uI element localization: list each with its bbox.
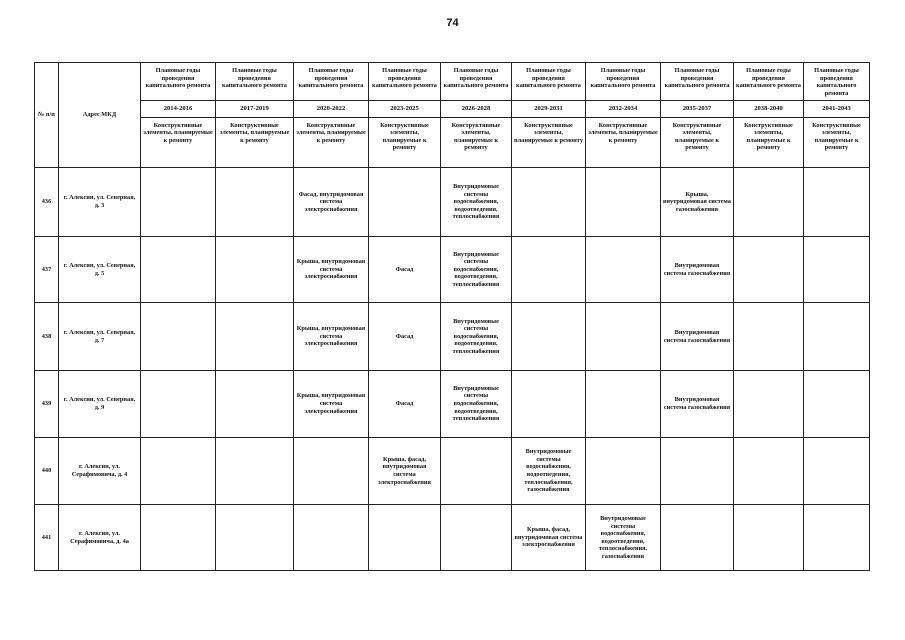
table-body [35, 63, 870, 571]
row-address: г. Алексин, ул. Северная, д. 7 [59, 303, 141, 371]
row-cell-period-6 [586, 437, 661, 505]
header-period-subtitle: Конструктивные элементы, планируемые к ремонту [369, 117, 441, 167]
header-period-years: 2020-2022 [294, 101, 369, 117]
header-period-years: 2023-2025 [369, 101, 441, 117]
row-cell-period-9 [804, 437, 870, 505]
row-cell-period-3: Крыша, фасад, внутридомовая система электроснабжения [369, 437, 441, 505]
row-cell-period-5: Внутридомовые системы водоснабжения, водоотведения, теплоснабжения, газоснабжения [512, 437, 586, 505]
row-cell-period-4: Внутридомовые системы водоснабжения, водоотведения, теплоснабжения [441, 168, 512, 237]
header-period-title: Плановые годы проведения капитального ремонта [141, 63, 216, 101]
row-cell-period-5 [512, 168, 586, 237]
row-cell-period-3: Фасад [369, 236, 441, 303]
header-period-subtitle: Конструктивные элементы, планируемые к ремонту [734, 117, 804, 167]
row-cell-period-2: Фасад, внутридомовая система электроснабжения [294, 168, 369, 237]
row-cell-period-3: Фасад [369, 370, 441, 437]
row-cell-period-7: Внутридомовая система газоснабжения [661, 303, 734, 371]
header-period-title: Плановые годы проведения капитального ремонта [512, 63, 586, 101]
row-cell-period-8 [734, 505, 804, 571]
table-row [35, 370, 870, 437]
row-cell-period-1 [216, 168, 294, 237]
header-period-title: Плановые годы проведения капитального ремонта [804, 63, 870, 101]
row-cell-period-4 [441, 505, 512, 571]
header-period-years: 2026-2028 [441, 101, 512, 117]
table-row [35, 168, 870, 237]
row-cell-period-6 [586, 168, 661, 237]
row-cell-period-8 [734, 303, 804, 371]
row-cell-period-9 [804, 168, 870, 237]
header-row-titles [35, 63, 870, 101]
row-cell-period-8 [734, 370, 804, 437]
row-cell-period-5 [512, 236, 586, 303]
header-period-subtitle: Конструктивные элементы, планируемые к ремонту [661, 117, 734, 167]
row-cell-period-3: Фасад [369, 303, 441, 371]
row-address: г. Алексин, ул. Серафимовича, д. 4а [59, 505, 141, 571]
header-period-years: 2038-2040 [734, 101, 804, 117]
table-row [35, 437, 870, 505]
header-period-title: Плановые годы проведения капитального ремонта [441, 63, 512, 101]
row-number: 437 [35, 236, 59, 303]
header-row-subtitles [35, 117, 870, 167]
row-cell-period-8 [734, 168, 804, 237]
table-row [35, 505, 870, 571]
header-period-title: Плановые годы проведения капитального ремонта [294, 63, 369, 101]
row-cell-period-9 [804, 370, 870, 437]
row-cell-period-0 [141, 437, 216, 505]
header-period-title: Плановые годы проведения капитального ремонта [216, 63, 294, 101]
row-number: 438 [35, 303, 59, 371]
header-period-years: 2032-2034 [586, 101, 661, 117]
row-cell-period-0 [141, 505, 216, 571]
row-cell-period-2 [294, 505, 369, 571]
page-number: 74 [446, 17, 459, 29]
header-period-title: Плановые годы проведения капитального ремонта [586, 63, 661, 101]
row-cell-period-7 [661, 437, 734, 505]
header-num: № п/п [35, 63, 59, 168]
header-period-subtitle: Конструктивные элементы, планируемые к ремонту [141, 117, 216, 167]
row-cell-period-1 [216, 370, 294, 437]
header-period-subtitle: Конструктивные элементы, планируемые к ремонту [441, 117, 512, 167]
row-cell-period-0 [141, 168, 216, 237]
row-cell-period-5 [512, 370, 586, 437]
row-number: 440 [35, 437, 59, 505]
header-period-years: 2017-2019 [216, 101, 294, 117]
row-cell-period-2 [294, 437, 369, 505]
header-period-years: 2041-2043 [804, 101, 870, 117]
header-period-subtitle: Конструктивные элементы, планируемые к ремонту [512, 117, 586, 167]
row-cell-period-8 [734, 437, 804, 505]
table-row [35, 303, 870, 371]
row-number: 439 [35, 370, 59, 437]
header-period-title: Плановые годы проведения капитального ремонта [734, 63, 804, 101]
header-address: Адрес МКД [59, 63, 141, 168]
row-address: г. Алексин, ул. Северная, д. 3 [59, 168, 141, 237]
header-period-years: 2029-2031 [512, 101, 586, 117]
row-cell-period-2: Крыша, внутридомовая система электроснабжения [294, 236, 369, 303]
row-cell-period-7 [661, 505, 734, 571]
header-period-years: 2014-2016 [141, 101, 216, 117]
capital-repair-plan-table [34, 62, 870, 571]
row-cell-period-9 [804, 303, 870, 371]
row-cell-period-8 [734, 236, 804, 303]
row-cell-period-7: Внутридомовая система газоснабжения [661, 370, 734, 437]
row-cell-period-4: Внутридомовые системы водоснабжения, водоотведения, теплоснабжения [441, 370, 512, 437]
table-row [35, 236, 870, 303]
header-period-subtitle: Конструктивные элементы, планируемые к ремонту [216, 117, 294, 167]
row-cell-period-5 [512, 303, 586, 371]
row-cell-period-6 [586, 236, 661, 303]
row-cell-period-9 [804, 236, 870, 303]
row-cell-period-3 [369, 505, 441, 571]
row-cell-period-1 [216, 505, 294, 571]
row-cell-period-6: Внутридомовые системы водоснабжения, водоотведения, теплоснабжения, газоснабжения [586, 505, 661, 571]
row-cell-period-1 [216, 437, 294, 505]
row-number: 436 [35, 168, 59, 237]
row-cell-period-9 [804, 505, 870, 571]
header-row-years [35, 101, 870, 117]
row-address: г. Алексин, ул. Северная, д. 9 [59, 370, 141, 437]
row-cell-period-0 [141, 370, 216, 437]
row-cell-period-7: Крыша, внутридомовая система газоснабжения [661, 168, 734, 237]
row-cell-period-7: Внутридомовая система газоснабжения [661, 236, 734, 303]
row-cell-period-4 [441, 437, 512, 505]
row-number: 441 [35, 505, 59, 571]
header-period-title: Плановые годы проведения капитального ремонта [661, 63, 734, 101]
header-period-subtitle: Конструктивные элементы, планируемые к ремонту [294, 117, 369, 167]
header-period-subtitle: Конструктивные элементы, планируемые к ремонту [586, 117, 661, 167]
row-cell-period-6 [586, 370, 661, 437]
row-cell-period-6 [586, 303, 661, 371]
row-cell-period-1 [216, 303, 294, 371]
row-cell-period-2: Крыша, внутридомовая система электроснабжения [294, 303, 369, 371]
header-period-subtitle: Конструктивные элементы, планируемые к ремонту [804, 117, 870, 167]
row-cell-period-4: Внутридомовые системы водоснабжения, водоотведения, теплоснабжения [441, 303, 512, 371]
row-address: г. Алексин, ул. Северная, д. 5 [59, 236, 141, 303]
row-cell-period-5: Крыша, фасад, внутридомовая система электроснабжения [512, 505, 586, 571]
header-period-years: 2035-2037 [661, 101, 734, 117]
row-cell-period-2: Крыша, внутридомовая система электроснабжения [294, 370, 369, 437]
row-cell-period-0 [141, 236, 216, 303]
row-address: г. Алексин, ул. Серафимовича, д. 4 [59, 437, 141, 505]
row-cell-period-0 [141, 303, 216, 371]
row-cell-period-4: Внутридомовые системы водоснабжения, водоотведения, теплоснабжения [441, 236, 512, 303]
row-cell-period-1 [216, 236, 294, 303]
row-cell-period-3 [369, 168, 441, 237]
header-period-title: Плановые годы проведения капитального ремонта [369, 63, 441, 101]
